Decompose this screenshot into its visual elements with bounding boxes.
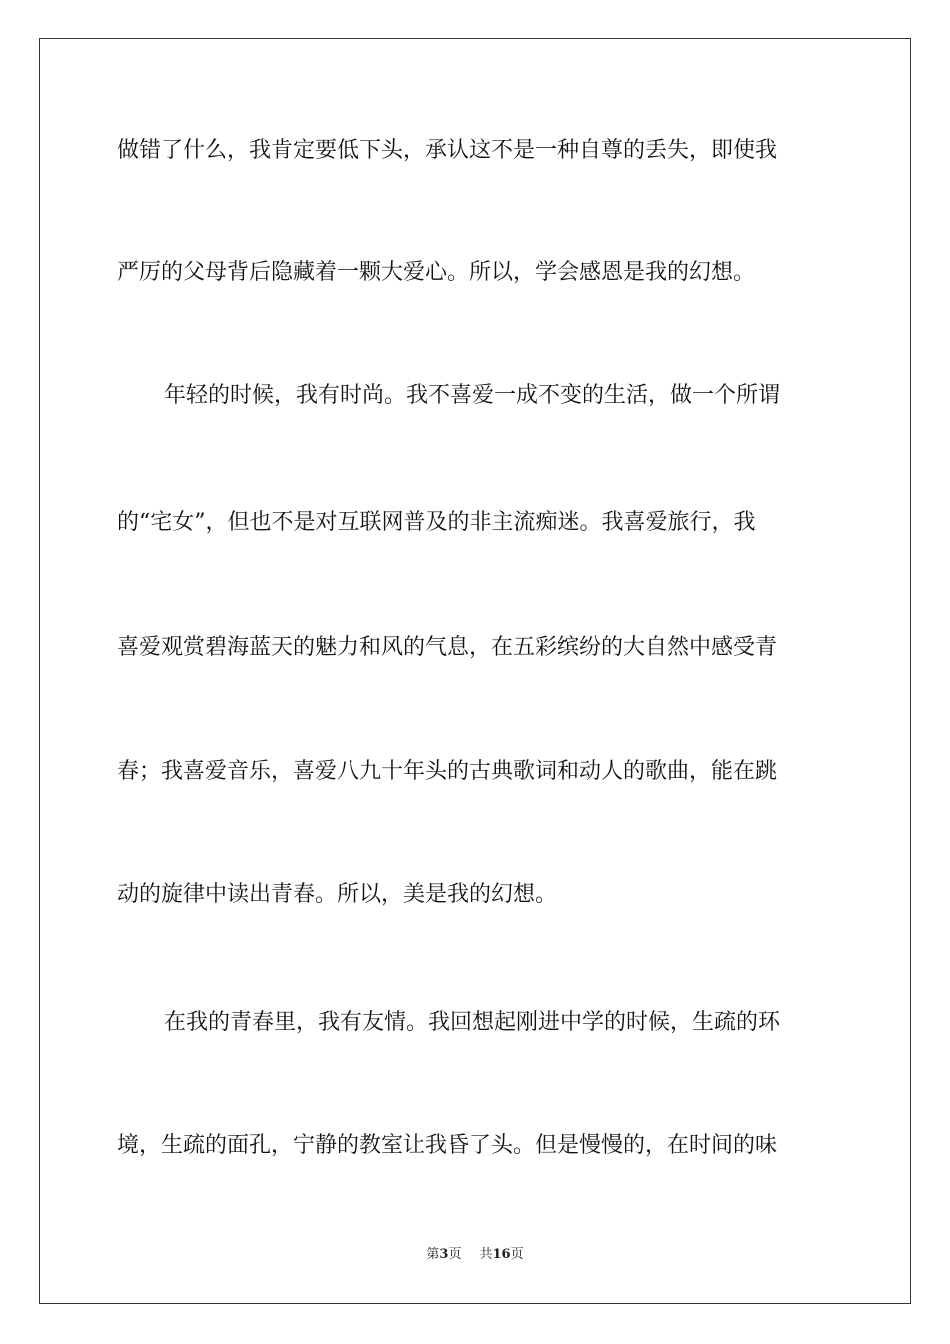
paragraph-first-line: 年轻的时候，我有时尚。我不喜爱一成不变的生活，做一个所谓	[164, 383, 781, 408]
total-pages: 16	[492, 1247, 511, 1262]
page-suffix: 页	[448, 1247, 462, 1262]
text-line: 喜爱观赏碧海蓝天的魅力和风的气息，在五彩缤纷的大自然中感受青	[117, 635, 778, 660]
page-footer	[0, 1246, 950, 1264]
total-suffix: 页	[510, 1247, 524, 1262]
text-line: 的“宅女”，但也不是对互联网普及的非主流痴迷。我喜爱旅行，我	[117, 510, 756, 535]
text-line: 境，生疏的面孔，宁静的教室让我昏了头。但是慢慢的，在时间的味	[117, 1133, 778, 1158]
text-line: 春；我喜爱音乐，喜爱八九十年头的古典歌词和动人的歌曲，能在跳	[117, 759, 778, 784]
text-line: 做错了什么，我肯定要低下头，承认这不是一种自尊的丢失，即使我	[117, 138, 778, 163]
page-prefix: 第	[426, 1247, 440, 1262]
total-prefix: 共	[479, 1247, 493, 1262]
page-number: 3	[439, 1247, 449, 1262]
page-border	[39, 38, 911, 1304]
text-line: 动的旋律中读出青春。所以，美是我的幻想。	[117, 882, 558, 907]
text-line: 严厉的父母背后隐藏着一颗大爱心。所以，学会感恩是我的幻想。	[117, 260, 756, 285]
paragraph-first-line: 在我的青春里，我有友情。我回想起刚进中学的时候，生疏的环	[164, 1010, 781, 1035]
